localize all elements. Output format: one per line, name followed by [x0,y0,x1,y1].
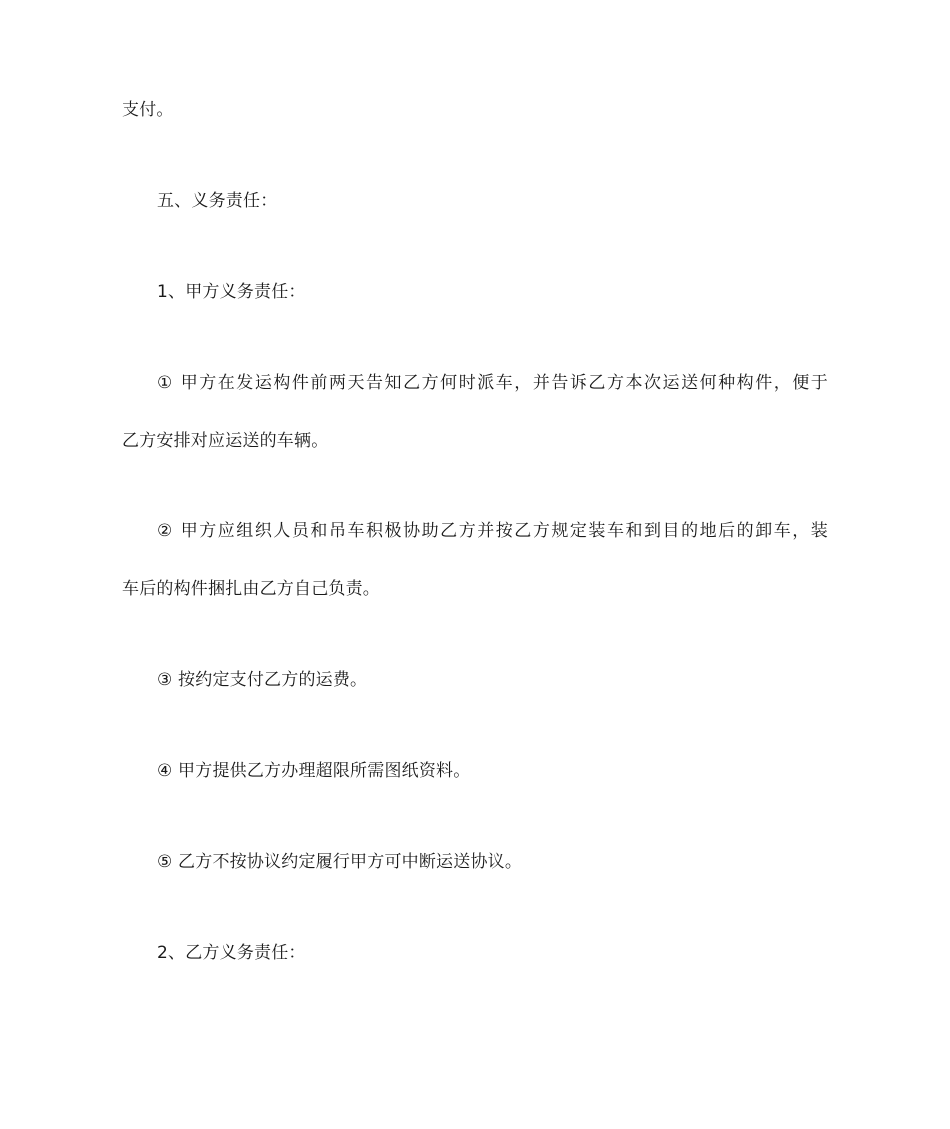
clause-a2-line-2: 车后的构件捆扎由乙方自己负责。 [122,579,380,599]
clause-a1-line-2: 乙方安排对应运送的车辆。 [122,431,329,451]
clause-a2-line-1: ② 甲方应组织人员和吊车积极协助乙方并按乙方规定装车和到目的地后的卸车，装 [157,521,828,541]
subheading-party-a-obligations: 1、甲方义务责任： [157,282,306,302]
section-heading-obligations: 五、义务责任： [157,191,278,211]
paragraph-continuation: 支付。 [122,100,174,120]
clause-a3: ③ 按约定支付乙方的运费。 [157,670,368,690]
subheading-party-b-obligations: 2、乙方义务责任： [157,943,306,963]
clause-a1-line-1: ① 甲方在发运构件前两天告知乙方何时派车，并告诉乙方本次运送何种构件，便于 [157,373,828,393]
clause-a5: ⑤ 乙方不按协议约定履行甲方可中断运送协议。 [157,852,523,872]
clause-a4: ④ 甲方提供乙方办理超限所需图纸资料。 [157,761,471,781]
